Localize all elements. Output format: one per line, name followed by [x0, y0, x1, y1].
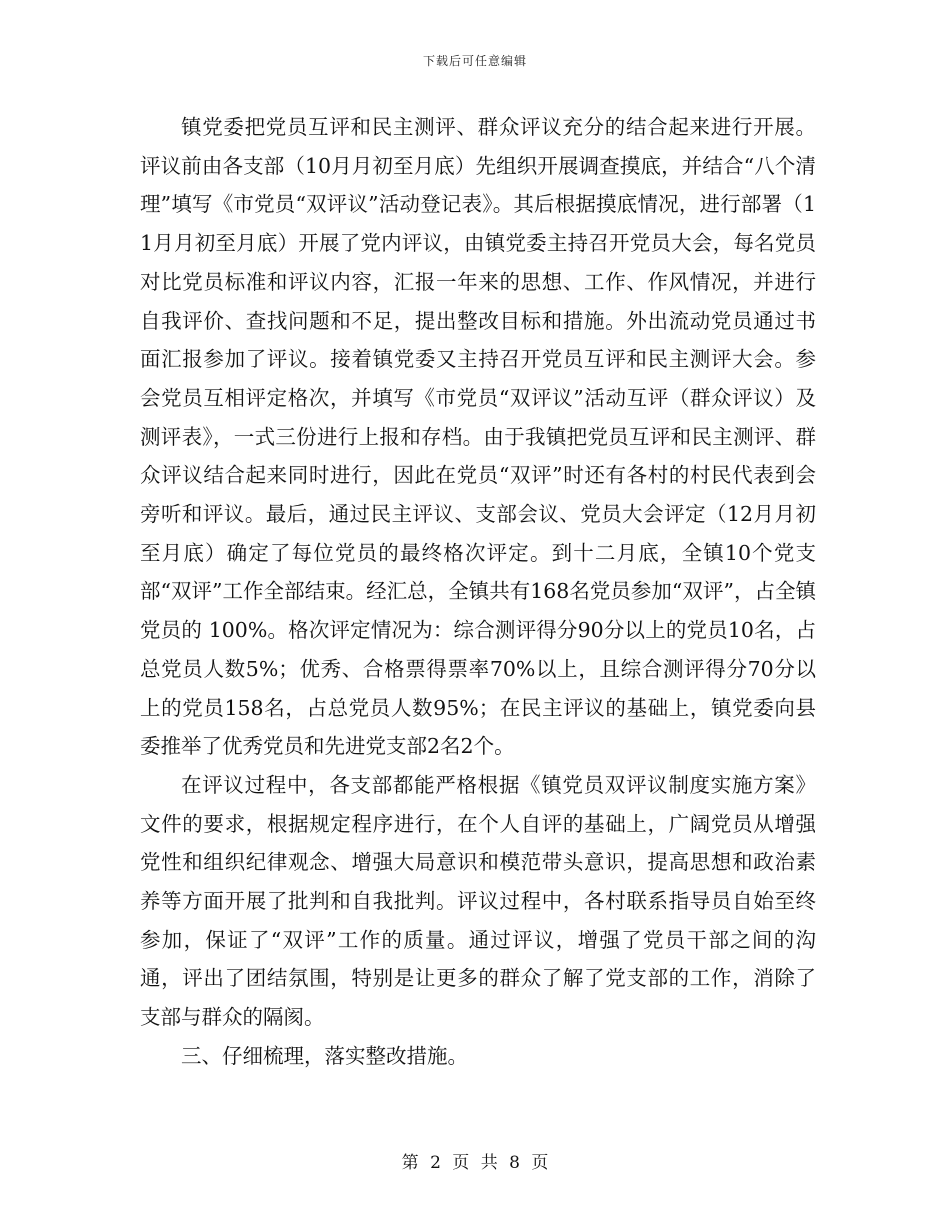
page-header: 下载后可任意编辑	[422, 54, 527, 68]
section-heading-rectification: 三、仔细梳理，落实整改措施。	[181, 1043, 468, 1068]
paragraph-review-results: 在评议过程中，各支部都能严格根据《镇党员双评议制度实施方案》文件的要求，根据规定程序进行，在个人自评的基础上，广阔党员从增强党性和组织纪律观念、增强大局意识和模范带头意识，提高思想和政治素养等方面开展了批判和自我批判。评议过程中，各村联系指导员自始至终参加，保证了“双评”工作的质量。通过评议，增强了党员干部之间的沟通，评出了团结氛围，特别是让更多的群众了解了党支部的工作，消除了支部与群众的隔阂。	[140, 772, 816, 1030]
document-body	[140, 108, 816, 1076]
page-footer: 第 2 页 共 8 页	[401, 1153, 549, 1173]
paragraph-review-process: 镇党委把党员互评和民主测评、群众评议充分的结合起来进行开展。评议前由各支部（10月月初至月底）先组织开展调查摸底，并结合“八个清理”填写《市党员“双评议”活动登记表》。其后根据摸底情况，进行部署（11月月初至月底）开展了党内评议，由镇党委主持召开党员大会，每名党员对比党员标准和评议内容，汇报一年来的思想、工作、作风情况，并进行自我评价、查找问题和不足，提出整改目标和措施。外出流动党员通过书面汇报参加了评议。接着镇党委又主持召开党员互评和民主测评大会。参会党员互相评定格次，并填写《市党员“双评议”活动互评（群众评议）及测评表》，一式三份进行上报和存档。由于我镇把党员互评和民主测评、群众评议结合起来同时进行，因此在党员“双评”时还有各村的村民代表到会旁听和评议。最后，通过民主评议、支部会议、党员大会评定（12月月初至月底）确定了每位党员的最终格次评定。到十二月底，全镇10个党支部“双评”工作全部结束。经汇总，全镇共有168名党员参加“双评”，占全镇党员的 100%。格次评定情况为：综合测评得分90分以上的党员10名，占总党员人数5%；优秀、合格票得票率70%以上，且综合测评得分70分以上的党员158名，占总党员人数95%；在民主评议的基础上，镇党委向县委推举了优秀党员和先进党支部2名2个。	[140, 115, 816, 759]
